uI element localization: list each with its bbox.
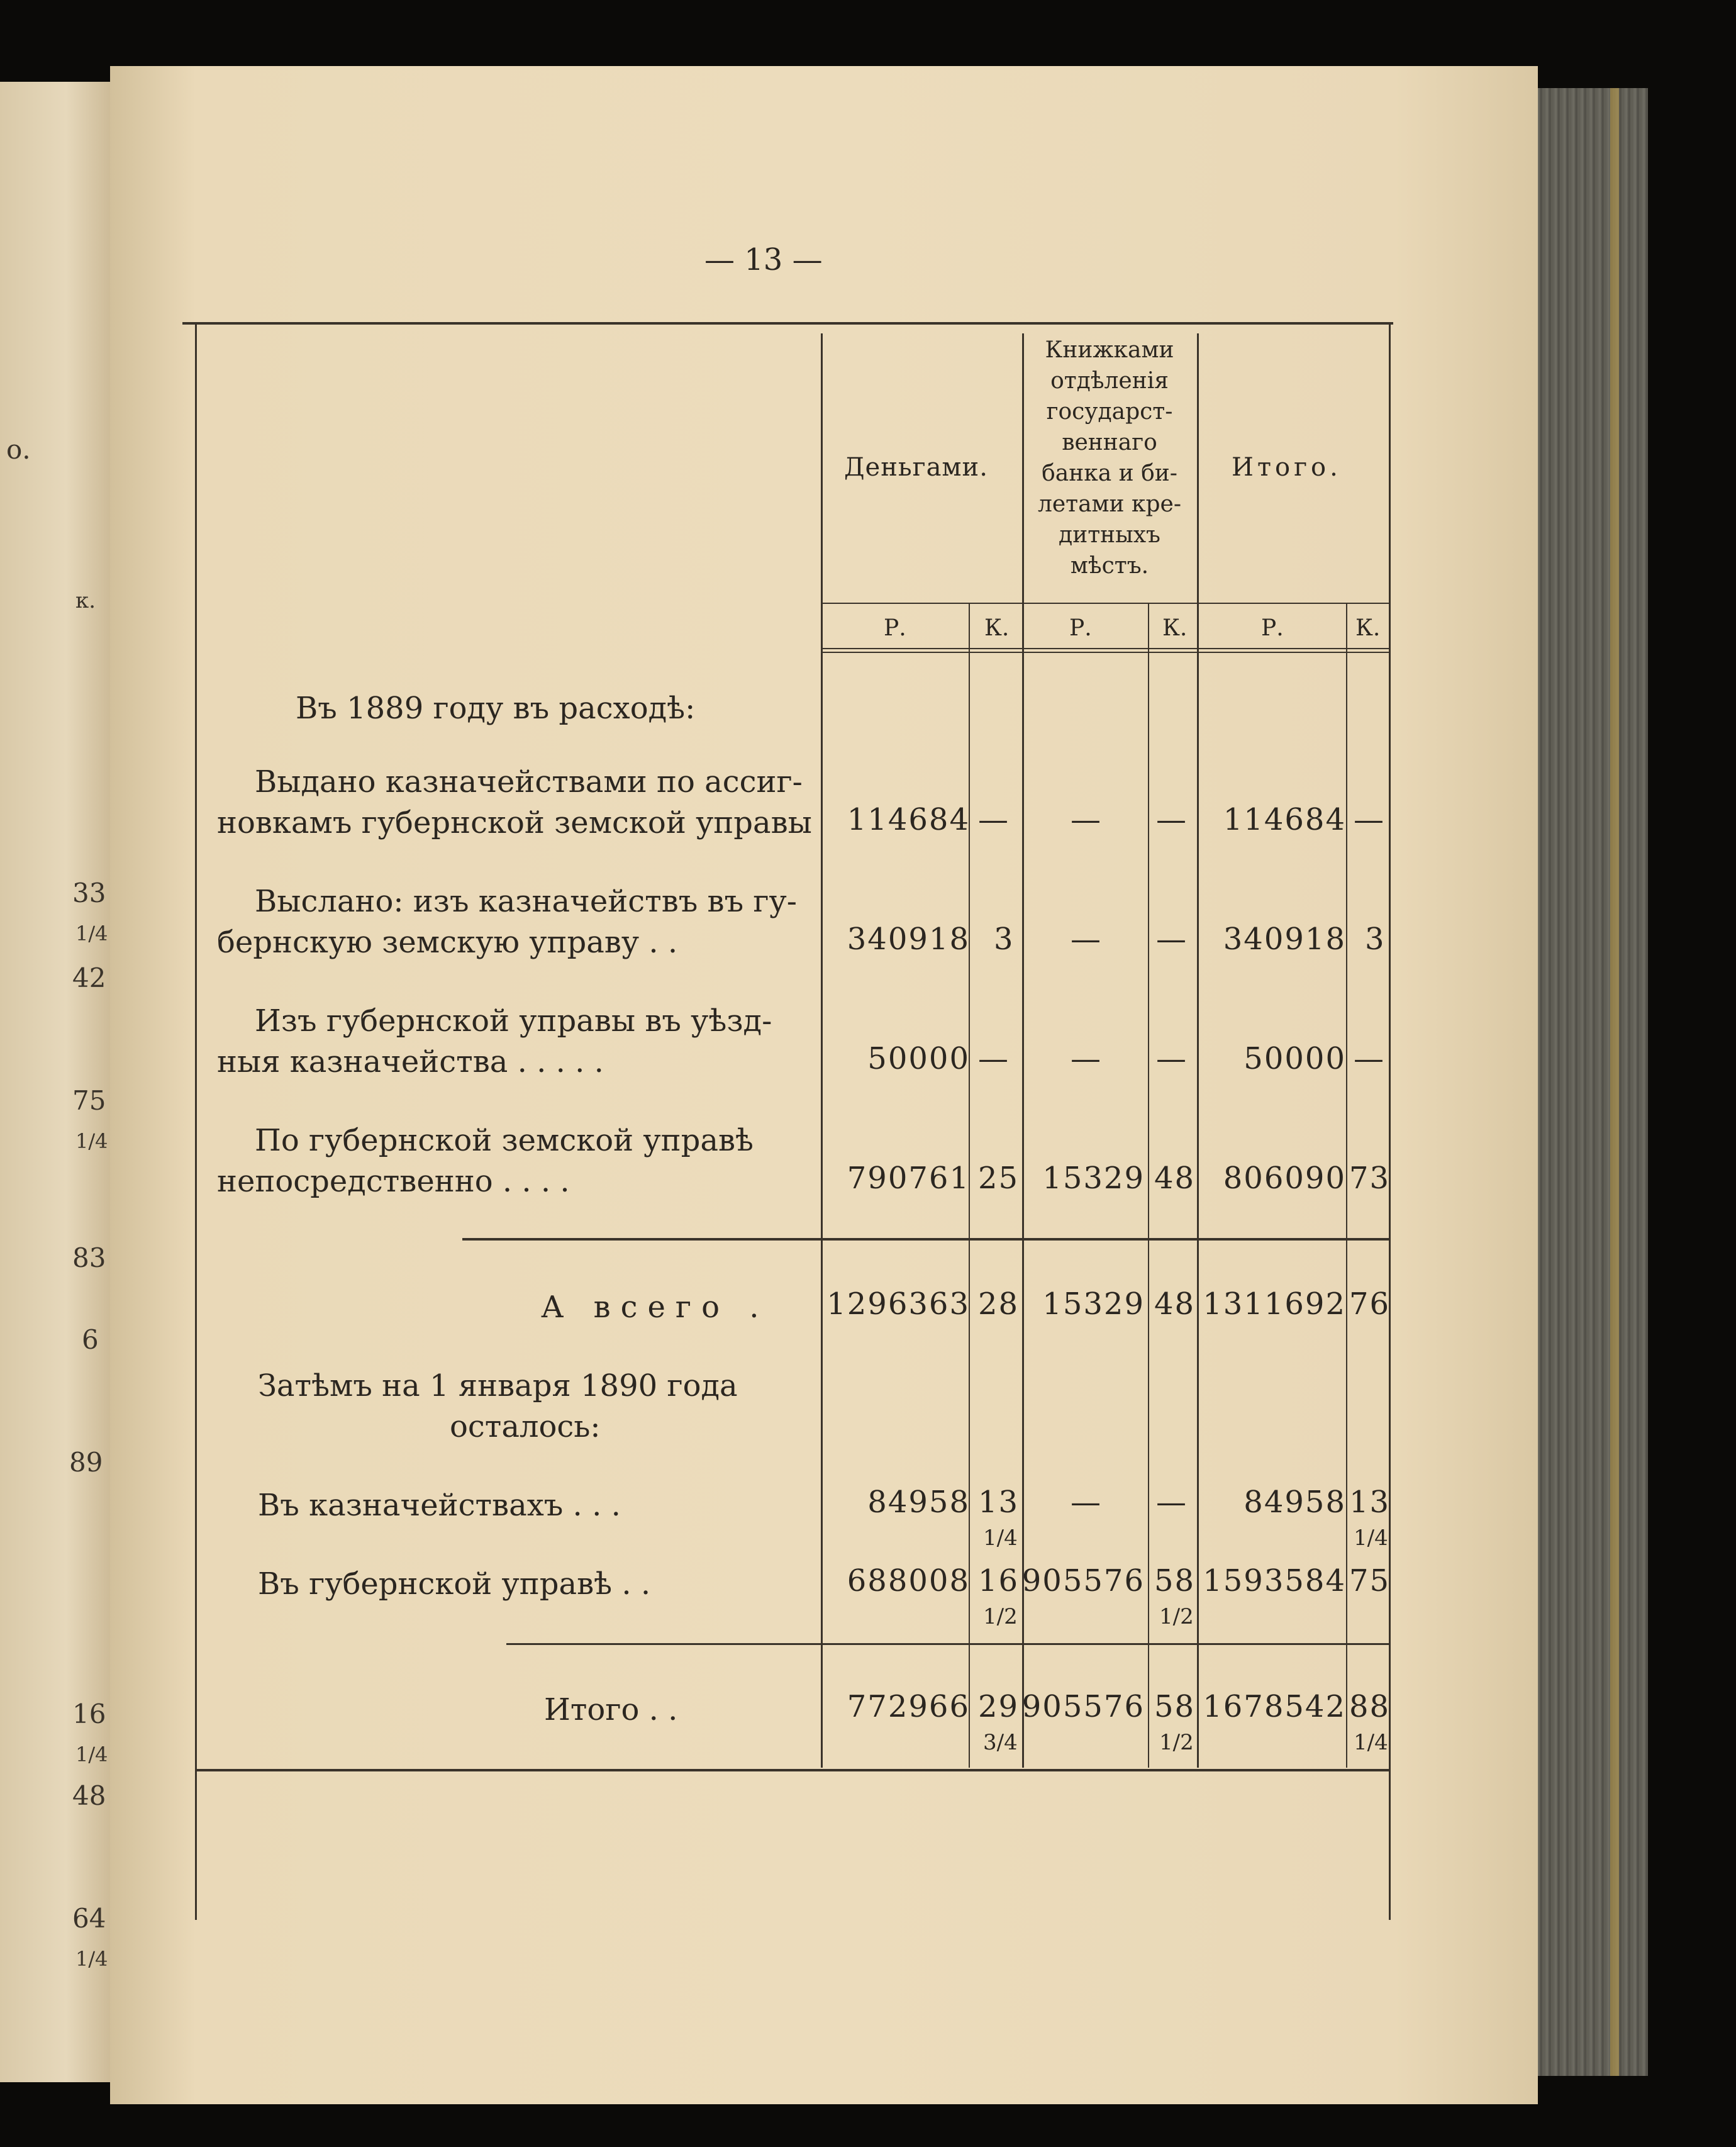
row-label: Выдано казначействами по ассиг- — [255, 764, 803, 800]
cell-books-rub: 15329 — [1042, 1161, 1145, 1196]
table-top-rule — [182, 322, 1393, 325]
cell-books-rub: 905576 — [1021, 1563, 1145, 1598]
cell-money-rub: 340918 — [847, 922, 970, 957]
cell-total-rub: 50000 — [1244, 1041, 1346, 1076]
cell-books-rub: 905576 — [1021, 1689, 1145, 1724]
section-expense-heading: Въ 1889 году въ расходѣ: — [296, 691, 696, 726]
prev-page-value: 1/4 — [75, 922, 108, 945]
cell-books-kop: — — [1156, 1041, 1188, 1076]
prev-page-value: 42 — [72, 962, 106, 993]
header-rule — [821, 652, 1389, 653]
prev-page-value: 75 — [72, 1085, 106, 1116]
col-header-rub: Р. — [1069, 615, 1092, 641]
cell-money-frac: 1/4 — [983, 1525, 1018, 1551]
cell-total-kop: 3 — [1365, 922, 1386, 957]
remain-row-label: Въ казначействахъ . . . — [258, 1488, 621, 1523]
previous-page-edge — [0, 82, 112, 2082]
cell-total-rub: 1311692 — [1203, 1286, 1346, 1322]
section-remain-heading: осталось: — [450, 1409, 601, 1444]
page-number: — 13 — — [704, 242, 823, 277]
col-header-money: Деньгами. — [844, 453, 988, 482]
total-remain-label: Итого . . — [544, 1692, 678, 1727]
col-header-total: Итого. — [1232, 453, 1342, 482]
cell-money-rub: 114684 — [847, 802, 970, 837]
prev-page-value: 1/4 — [75, 1743, 108, 1766]
cell-books-kop: 58 — [1154, 1689, 1196, 1724]
cell-total-kop: 75 — [1349, 1563, 1391, 1598]
cell-books-kop: — — [1156, 1485, 1188, 1520]
cell-books-rub: 15329 — [1042, 1286, 1145, 1322]
cell-money-kop: 3 — [994, 922, 1015, 957]
cell-money-frac: 1/2 — [983, 1604, 1018, 1629]
col-header-books: Книжками отдѣленія государст- веннаго банка и би- летами кре- дитныхъ мѣстъ. — [1037, 337, 1181, 579]
cell-total-kop: — — [1354, 802, 1385, 837]
cell-total-rub: 84958 — [1244, 1485, 1346, 1520]
row-label: непосредственно . . . . — [217, 1164, 570, 1199]
cell-money-kop: — — [978, 1041, 1010, 1076]
cell-books-rub: — — [1071, 1485, 1102, 1520]
cell-books-rub: — — [1071, 922, 1102, 957]
cell-total-kop: 73 — [1349, 1161, 1391, 1196]
col-header-rub: Р. — [884, 615, 906, 641]
cell-total-rub: 806090 — [1223, 1161, 1346, 1196]
cell-money-rub: 688008 — [847, 1563, 970, 1598]
cell-money-kop: 29 — [978, 1689, 1020, 1724]
prev-page-o: о. — [6, 434, 31, 465]
cell-money-kop: 25 — [978, 1161, 1020, 1196]
cell-total-kop: — — [1354, 1041, 1385, 1076]
row-label: ныя казначейства . . . . . — [217, 1044, 604, 1079]
prev-page-value: 16 — [72, 1698, 106, 1729]
row-label: Выслано: изъ казначействъ въ гу- — [255, 884, 797, 919]
cell-total-frac: 1/4 — [1354, 1525, 1388, 1551]
row-label: По губернской земской управѣ — [255, 1123, 754, 1158]
row-label: новкамъ губернской земской управы — [217, 805, 812, 840]
cell-books-rub: — — [1071, 802, 1102, 837]
header-rule — [821, 603, 1389, 604]
row-label: бернскую земскую управу . . — [217, 925, 678, 960]
cell-money-kop: 16 — [978, 1563, 1020, 1598]
prev-page-value: 64 — [72, 1903, 106, 1934]
cell-money-kop: 13 — [978, 1485, 1020, 1520]
cell-money-rub: 50000 — [867, 1041, 970, 1076]
table-left-border — [195, 322, 197, 1920]
cell-books-kop: 48 — [1154, 1161, 1196, 1196]
sum-rule — [506, 1643, 1390, 1645]
cell-money-rub: 790761 — [847, 1161, 970, 1196]
col-divider — [1148, 604, 1149, 1768]
table-right-border — [1389, 322, 1391, 1920]
cell-money-frac: 3/4 — [983, 1730, 1018, 1755]
table-bottom-rule — [195, 1769, 1390, 1771]
cell-money-rub: 1296363 — [826, 1286, 970, 1322]
cell-money-kop: 28 — [978, 1286, 1020, 1322]
col-divider — [821, 333, 823, 1768]
cell-total-rub: 340918 — [1223, 922, 1346, 957]
sum-rule — [462, 1238, 1390, 1241]
book-edge — [1535, 88, 1648, 2076]
col-divider — [1197, 333, 1199, 1768]
cell-total-frac: 1/4 — [1354, 1730, 1388, 1755]
cell-total-kop: 13 — [1349, 1485, 1391, 1520]
prev-page-value: 1/4 — [75, 1129, 108, 1153]
cell-books-kop: 48 — [1154, 1286, 1196, 1322]
prev-page-value: 48 — [72, 1780, 106, 1811]
prev-page-value: 1/4 — [75, 1947, 108, 1971]
cell-total-rub: 1593584 — [1203, 1563, 1346, 1598]
col-header-kop: К. — [1162, 615, 1188, 641]
cell-total-rub: 114684 — [1223, 802, 1346, 837]
cell-books-frac: 1/2 — [1159, 1730, 1194, 1755]
prev-page-value: 89 — [69, 1447, 103, 1478]
cell-total-kop: 76 — [1349, 1286, 1391, 1322]
cell-books-kop: — — [1156, 922, 1188, 957]
header-rule — [821, 648, 1389, 649]
document-page — [110, 66, 1538, 2104]
cell-money-rub: 84958 — [867, 1485, 970, 1520]
col-divider — [1346, 604, 1347, 1768]
cell-total-rub: 1678542 — [1203, 1689, 1346, 1724]
row-label: Изъ губернской управы въ уѣзд- — [255, 1003, 772, 1039]
cell-total-kop: 88 — [1349, 1689, 1391, 1724]
cell-books-rub: — — [1071, 1041, 1102, 1076]
cell-money-kop: — — [978, 802, 1010, 837]
col-header-rub: Р. — [1261, 615, 1284, 641]
col-header-kop: К. — [984, 615, 1010, 641]
cell-books-frac: 1/2 — [1159, 1604, 1194, 1629]
prev-page-value: 83 — [72, 1242, 106, 1273]
col-header-kop: К. — [1355, 615, 1381, 641]
total-all-label: А всего . — [541, 1290, 769, 1325]
cell-money-rub: 772966 — [847, 1689, 970, 1724]
prev-page-value: 33 — [72, 878, 106, 908]
prev-page-value: 6 — [82, 1324, 99, 1355]
cell-books-kop: — — [1156, 802, 1188, 837]
cell-books-kop: 58 — [1154, 1563, 1196, 1598]
prev-page-k: к. — [75, 588, 96, 613]
remain-row-label: Въ губернской управѣ . . — [258, 1566, 651, 1602]
section-remain-heading: Затѣмъ на 1 января 1890 года — [258, 1368, 738, 1403]
